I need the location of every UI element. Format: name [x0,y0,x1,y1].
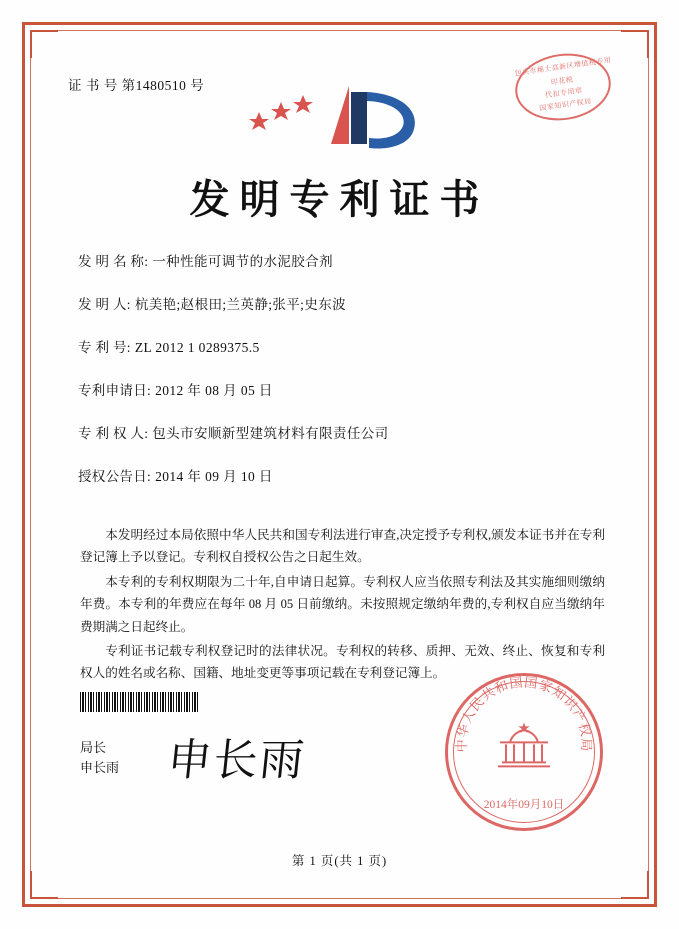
corner-ornament-bottom-left [30,871,58,899]
field-grant-announcement-date [78,465,609,485]
corner-ornament-top-left [30,30,58,58]
oval-stamp-line-3: 代扣专用章 [544,86,583,100]
body-paragraph-3: 专利证书记载专利权登记时的法律状况。专利权的转移、质押、无效、终止、恢复和专利权人的姓名或名称、国籍、地址变更等事项记载在专利登记簿上。 [80,644,605,681]
oval-stamp-line-1: 包头市稀土高新区增值税专用 [514,56,612,78]
stamp-arc-label: 中华人民共和国国家知识产权局 [454,676,594,753]
field-label: 专 利 号: [78,340,131,355]
barcode [80,692,198,712]
certificate-number: 证 书 号 第1480510 号 [68,78,205,93]
director-title: 局长 [80,740,107,755]
field-value: 包头市安顺新型建筑材料有限责任公司 [152,426,389,441]
director-name: 申长雨 [80,760,120,776]
patent-office-logo-icon [0,82,679,156]
field-value: 杭美艳;赵根田;兰英静;张平;史东波 [134,297,347,312]
field-label: 专利申请日: [78,383,152,398]
director-signature-block [80,738,119,778]
oval-stamp-line-4: 国家知识产权局 [538,97,593,113]
body-text [80,524,605,687]
page-title: 发明专利证书 [189,176,490,223]
field-patentee [78,422,609,442]
page-footer: 第 1 页(共 1 页) [291,854,388,868]
field-value: 2014 年 09 月 10 日 [155,469,273,484]
corner-ornament-bottom-right [621,871,649,899]
field-label: 授权公告日: [78,469,152,484]
field-value: 2012 年 08 月 05 日 [155,383,273,398]
body-paragraph-1: 本发明经过本局依照中华人民共和国专利法进行审查,决定授予专利权,颁发本证书并在专利登记簿上予以登记。专利权自授权公告之日起生效。 [80,528,605,565]
corner-ornament-top-right [621,30,649,58]
oval-stamp-line-2: 印花税 [550,75,574,87]
handwritten-signature: 申长雨 [164,735,309,786]
national-ip-office-round-stamp [445,673,603,831]
field-value: 一种性能可调节的水泥胶合剂 [152,254,333,269]
field-value: ZL 2012 1 0289375.5 [134,340,260,355]
field-inventors [78,293,609,313]
field-patent-number [78,336,609,356]
field-list [78,250,609,508]
national-emblem-icon [492,718,556,776]
field-label: 专 利 权 人: [78,426,149,441]
field-label: 发 明 名 称: [78,254,149,269]
field-label: 发 明 人: [78,297,131,312]
stamp-date: 2014年09月10日 [483,799,565,811]
body-paragraph-2: 本专利的专利权期限为二十年,自申请日起算。专利权人应当依照专利法及其实施细则缴纳年费。本专利的年费应在每年 08 月 05 日前缴纳。未按照规定缴纳年费的,专利权自应当缴纳年费期满之日起终止。 [80,574,605,634]
field-application-date [78,379,609,399]
field-invention-name [78,250,609,270]
